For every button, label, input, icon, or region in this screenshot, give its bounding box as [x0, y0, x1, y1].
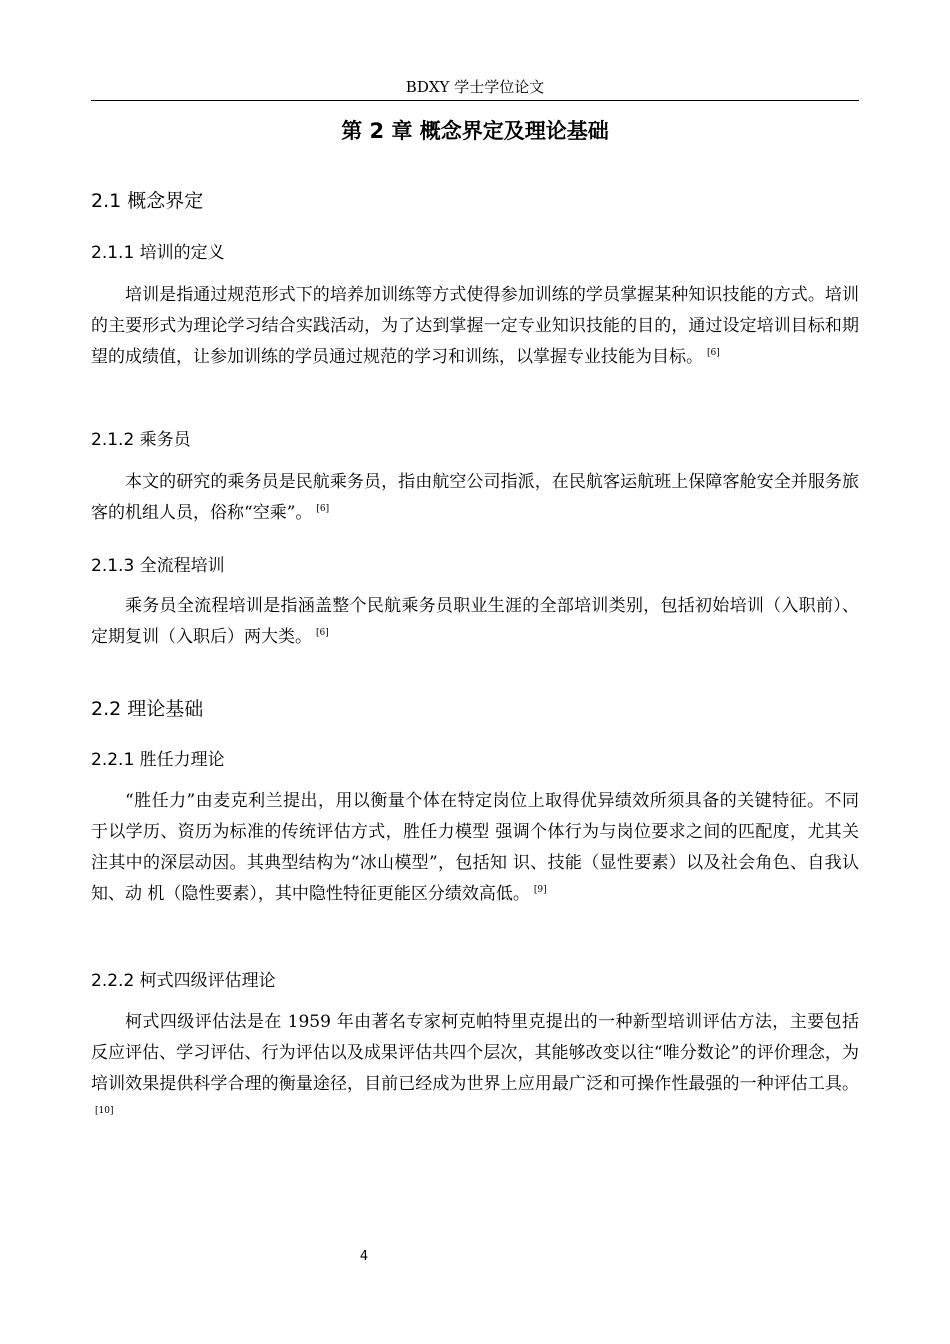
- paragraph-text: “胜任力”由麦克利兰提出，用以衡量个体在特定岗位上取得优异绩效所须具备的关键特征。不同 于以学历、资历为标准的传统评估方式，胜任力模型 强调个体行为与岗位要求之间的匹配度，尤其关注其中的深层动因。其典型结构为“冰山模型”，包括知 识、技能（显性要素）以及社会角色、自我认知、动 机（隐性要素），其中隐性特征更能区分绩效高低。: [91, 791, 859, 904]
- subsection-heading-2-1-1: 2.1.1 培训的定义: [91, 243, 225, 263]
- section-heading-2-1: 2.1 概念界定: [91, 190, 204, 212]
- paragraph-text: 本文的研究的乘务员是民航乘务员，指由航空公司指派，在民航客运航班上保障客舱安全并服务旅客的机组人员，俗称“空乘”。: [91, 472, 859, 523]
- section-heading-2-2: 2.2 理论基础: [91, 698, 204, 720]
- citation: [9]: [533, 885, 547, 896]
- paragraph-text: 培训是指通过规范形式下的培养加训练等方式使得参加训练的学员掌握某种知识技能的方式。培训的主要形式为理论学习结合实践活动，为了达到掌握一定专业知识技能的目的，通过设定培训目标和期望的成绩值，让参加训练的学员通过规范的学习和训练，以掌握专业技能为目标。: [91, 285, 859, 367]
- page-number: 4: [359, 1249, 369, 1264]
- paragraph-2-2-2: [91, 1007, 859, 1131]
- paragraph-2-1-3: [91, 591, 859, 653]
- citation: [6]: [707, 348, 720, 359]
- citation: [6]: [316, 628, 329, 639]
- citation: [10]: [95, 1106, 114, 1117]
- subsection-heading-2-2-2: 2.2.2 柯式四级评估理论: [91, 971, 276, 991]
- paragraph-2-2-1: [91, 786, 859, 910]
- subsection-heading-2-1-2: 2.1.2 乘务员: [91, 430, 191, 450]
- paragraph-text: 乘务员全流程培训是指涵盖整个民航乘务员职业生涯的全部培训类别，包括初始培训（入职前）、定期复训（入职后）两大类。: [91, 596, 859, 647]
- subsection-heading-2-1-3: 2.1.3 全流程培训: [91, 556, 225, 576]
- paragraph-2-1-2: [91, 467, 859, 529]
- running-header: BDXY 学士学位论文: [405, 78, 545, 96]
- header-divider: [91, 100, 859, 101]
- subsection-heading-2-2-1: 2.2.1 胜任力理论: [91, 750, 225, 770]
- paragraph-text: 柯式四级评估法是在 1959 年由著名专家柯克帕特里克提出的一种新型培训评估方法，主要包括反应评估、学习评估、行为评估以及成果评估共四个层次，其能够改变以往“唯分数论”的评价理念，为培训效果提供科学合理的衡量途径，目前已经成为世界上应用最广泛和可操作性最强的一种评估工具。: [91, 1012, 859, 1094]
- chapter-title: 第 2 章 概念界定及理论基础: [341, 119, 609, 143]
- citation: [6]: [316, 504, 330, 515]
- paragraph-2-1-1: [91, 280, 859, 373]
